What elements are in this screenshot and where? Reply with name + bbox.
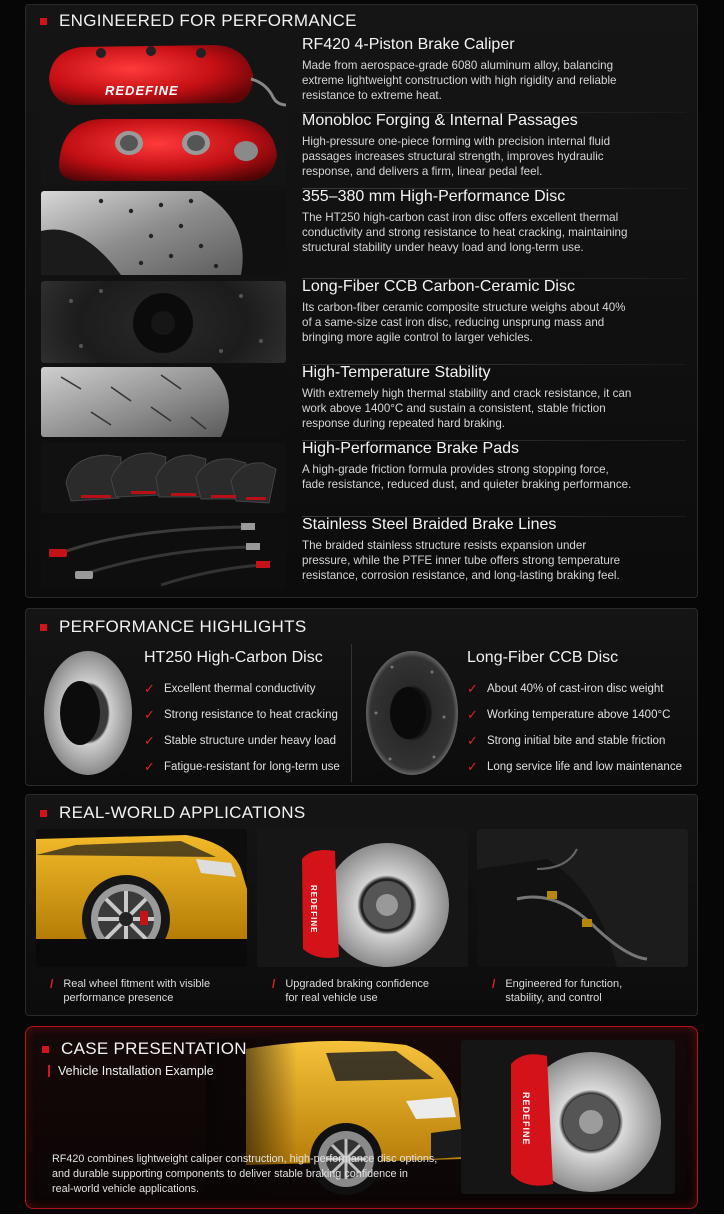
section-header (40, 803, 306, 823)
section-title: ENGINEERED FOR PERFORMANCE (59, 11, 357, 30)
feature-desc: A high-grade friction formula provides strong stopping force, fade resistance, reduced dust, and quieter braking performance. (302, 463, 632, 491)
feature-item (41, 364, 691, 441)
feature-item (41, 188, 691, 279)
feature-title: Stainless Steel Braided Brake Lines (302, 516, 557, 533)
feature-desc: Its carbon-fiber ceramic composite structure weighs about 40% of a same-size cast iron disc, reducing unsprung mass and bringing more agile control to larger vehicles. (302, 301, 626, 344)
feature-title: 355–380 mm High-Performance Disc (302, 188, 566, 205)
red-square-icon (40, 624, 47, 631)
feature-item (41, 278, 691, 365)
highlight-item: ✓ Fatigue-resistant for long-term use (144, 759, 340, 774)
caliper-icon (41, 39, 286, 109)
check-icon: ✓ (144, 707, 155, 722)
engineered-panel (25, 4, 698, 598)
highlight-item: ✓ Strong resistance to heat cracking (144, 707, 338, 722)
feature-item (41, 516, 691, 595)
section-title: PERFORMANCE HIGHLIGHTS (59, 617, 307, 636)
highlight-title: HT250 High-Carbon Disc (144, 649, 323, 666)
application-caption: / Engineered for function, stability, and control (492, 977, 623, 1004)
brake-line-install-icon (477, 829, 688, 967)
brand-logo: REDEFINE (521, 1092, 531, 1146)
highlight-item: ✓ Excellent thermal conductivity (144, 681, 316, 696)
red-square-icon (40, 18, 47, 25)
feature-item (41, 36, 691, 113)
slash-icon: / (492, 977, 496, 991)
check-icon: ✓ (467, 759, 478, 774)
caliper-icon (41, 115, 286, 185)
divider (351, 644, 352, 782)
application-caption: / Upgraded braking confidence for real vehicle use (272, 977, 430, 1004)
feature-title: Monobloc Forging & Internal Passages (302, 112, 578, 129)
highlight-item: ✓ Stable structure under heavy load (144, 733, 336, 748)
disc-icon (36, 647, 132, 779)
highlight-item: ✓ About 40% of cast-iron disc weight (467, 681, 664, 696)
disc-icon (41, 191, 286, 275)
check-icon: ✓ (467, 707, 478, 722)
highlight-item: ✓ Long service life and low maintenance (467, 759, 682, 774)
feature-desc: High-pressure one-piece forming with precision internal fluid passages increases structural strength, improves hydraulic response, and delivers a firm, linear pedal feel. (302, 135, 611, 178)
case-description: RF420 combines lightweight caliper construction, high-performance disc options, and durable supporting components to deliver stable braking confidence in real-world vehicle applications. (52, 1153, 438, 1195)
slash-icon: / (272, 977, 276, 991)
feature-item (41, 440, 691, 517)
brand-logo: REDEFINE (309, 885, 318, 934)
check-icon: ✓ (144, 733, 155, 748)
red-bar-icon (48, 1065, 50, 1077)
case-subtitle: Vehicle Installation Example (58, 1064, 214, 1078)
brand-logo: REDEFINE (105, 83, 179, 98)
red-square-icon (40, 810, 47, 817)
feature-item (41, 112, 691, 189)
section-title: CASE PRESENTATION (61, 1039, 247, 1058)
brake-assembly-icon (257, 829, 468, 967)
feature-title: Long-Fiber CCB Carbon-Ceramic Disc (302, 278, 575, 295)
check-icon: ✓ (144, 759, 155, 774)
disc-icon (41, 367, 286, 437)
feature-desc: The braided stainless structure resists expansion under pressure, while the PTFE inner tube offers strong temperature resistance, corrosion resistance, and long-lasting braking feel. (302, 539, 621, 582)
feature-desc: Made from aerospace-grade 6080 aluminum alloy, balancing extreme lightweight construction with high rigidity and reliable resistance to extreme heat. (302, 59, 617, 102)
section-header (40, 617, 306, 637)
case-panel (25, 1026, 698, 1209)
brake-line-icon (41, 519, 286, 589)
applications-panel (25, 794, 698, 1016)
feature-title: High-Performance Brake Pads (302, 440, 519, 457)
feature-title: RF420 4-Piston Brake Caliper (302, 36, 515, 53)
highlight-item: ✓ Strong initial bite and stable friction (467, 733, 666, 748)
brake-assembly-icon (461, 1040, 675, 1194)
red-square-icon (42, 1046, 49, 1053)
section-header (40, 11, 357, 31)
feature-desc: With extremely high thermal stability and crack resistance, it can work above 1400°C and sustain a consistent, stable friction response during repeated hard braking. (302, 387, 632, 430)
check-icon: ✓ (467, 733, 478, 748)
car-wheel-icon (36, 829, 247, 967)
check-icon: ✓ (144, 681, 155, 696)
section-title: REAL-WORLD APPLICATIONS (59, 803, 306, 822)
carbon-disc-icon (362, 647, 458, 779)
brake-pads-icon (41, 443, 286, 513)
highlight-title: Long-Fiber CCB Disc (467, 649, 619, 666)
check-icon: ✓ (467, 681, 478, 696)
feature-desc: The HT250 high-carbon cast iron disc offers excellent thermal conductivity and strong resistance to heat cracking, maintaining structural stability under heavy load and long-term use. (302, 211, 628, 254)
case-subtitle-row (48, 1064, 214, 1078)
highlights-panel (25, 608, 698, 786)
highlight-item: ✓ Working temperature above 1400°C (467, 707, 671, 722)
section-header (42, 1039, 247, 1059)
slash-icon: / (50, 977, 54, 991)
application-caption: / Real wheel fitment with visible performance presence (50, 977, 211, 1004)
carbon-disc-icon (41, 281, 286, 363)
feature-title: High-Temperature Stability (302, 364, 491, 381)
